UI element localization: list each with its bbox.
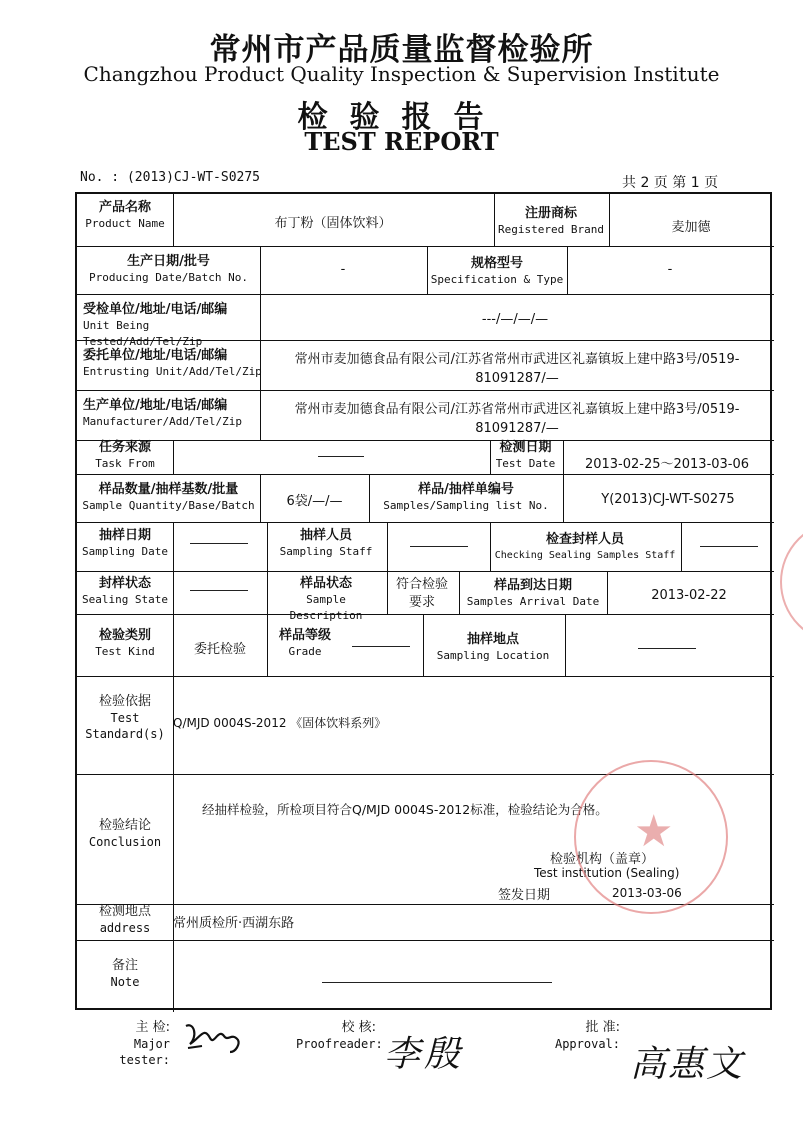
test-standard-label: 检验依据 Test Standard(s) bbox=[85, 694, 165, 741]
test-kind-value: 委托检验 bbox=[193, 642, 246, 657]
sampling-date-blank bbox=[190, 543, 248, 544]
spec-type-value: - bbox=[667, 262, 673, 277]
test-institution-en: Test institution (Sealing) bbox=[534, 866, 680, 880]
proofreader-signature: 李殷 bbox=[384, 1034, 465, 1075]
registered-brand-value: 麦加德 bbox=[671, 220, 711, 235]
sampling-staff-blank bbox=[410, 546, 468, 547]
manufacturer-label: 生产单位/地址/电话/邮编 Manufacturer/Add/Tel/Zip bbox=[83, 398, 242, 428]
issue-date-value: 2013-03-06 bbox=[612, 886, 682, 900]
proofreader-label: 校 核: Proofreader: bbox=[296, 1020, 383, 1051]
sampling-list-value: Y(2013)CJ-WT-S0275 bbox=[601, 492, 735, 507]
sample-quantity-label: 样品数量/抽样基数/批量 Sample Quantity/Base/Batch bbox=[82, 482, 255, 512]
spec-type-label: 规格型号 Specification & Type bbox=[430, 256, 564, 286]
address-value: 常州质检所·西湖东路 bbox=[173, 916, 295, 931]
sampling-date-label: 抽样日期 Sampling Date bbox=[81, 528, 169, 558]
product-name-label: 产品名称 Product Name bbox=[85, 200, 165, 230]
producing-date-value: - bbox=[340, 262, 346, 277]
page-count: 共 2 页 第 1 页 bbox=[622, 175, 719, 191]
sample-description-value: 符合检验要求 bbox=[395, 577, 448, 610]
report-number: No. : (2013)CJ-WT-S0275 bbox=[80, 170, 261, 185]
producing-date-label: 生产日期/批号 Producing Date/Batch No. bbox=[89, 254, 248, 284]
sampling-location-blank bbox=[638, 648, 696, 649]
grade-blank bbox=[352, 646, 410, 647]
task-from-blank bbox=[318, 456, 364, 457]
star-icon: ★ bbox=[634, 806, 674, 857]
address-label: 检测地点 address bbox=[98, 904, 151, 935]
test-institution-cn: 检验机构（盖章） bbox=[550, 852, 655, 867]
sampling-staff-label: 抽样人员 Sampling Staff bbox=[279, 528, 373, 558]
sealing-state-blank bbox=[190, 590, 248, 591]
major-tester-signature bbox=[180, 1018, 250, 1058]
checking-staff-label: 检查封样人员 Checking Sealing Samples Staff bbox=[494, 532, 676, 561]
test-date-label: 检测日期 Test Date bbox=[495, 440, 556, 470]
major-tester-label: 主 检: Major tester: bbox=[119, 1020, 170, 1067]
entrusting-unit-value: 常州市麦加德食品有限公司/江苏省常州市武进区礼嘉镇坂上建中路3号/0519-81091287/— bbox=[294, 352, 740, 386]
arrival-date-value: 2013-02-22 bbox=[651, 588, 727, 603]
sampling-location-label: 抽样地点 Sampling Location bbox=[436, 632, 550, 662]
institute-name-cn: 常州市产品质量监督检验所 bbox=[209, 32, 594, 68]
test-standard-value: Q/MJD 0004S-2012 《固体饮料系列》 bbox=[173, 716, 387, 730]
issue-date-label: 签发日期 bbox=[498, 888, 551, 903]
test-kind-label: 检验类别 Test Kind bbox=[95, 628, 155, 658]
note-blank bbox=[322, 982, 552, 983]
approval-label: 批 准: Approval: bbox=[554, 1020, 620, 1051]
sealing-state-label: 封样状态 Sealing State bbox=[81, 576, 169, 606]
test-date-value: 2013-02-25～2013-03-06 bbox=[584, 457, 750, 472]
entrusting-unit-label: 委托单位/地址/电话/邮编 Entrusting Unit/Add/Tel/Zip bbox=[83, 348, 262, 378]
partial-seal-stamp bbox=[780, 520, 803, 644]
unit-tested-label: 受检单位/地址/电话/邮编 Unit Being Tested/Add/Tel/Zip bbox=[83, 302, 228, 348]
checking-staff-blank bbox=[700, 546, 758, 547]
sampling-list-label: 样品/抽样单编号 Samples/Sampling list No. bbox=[383, 482, 549, 512]
grade-label: 样品等级 Grade bbox=[278, 628, 331, 658]
official-seal-stamp bbox=[574, 760, 728, 914]
registered-brand-label: 注册商标 Registered Brand bbox=[498, 206, 604, 236]
unit-tested-value: ---/—/—/— bbox=[481, 312, 549, 327]
note-label: 备注 Note bbox=[110, 958, 140, 989]
sample-description-label: 样品状态 Sample Description bbox=[289, 576, 363, 622]
task-from-label: 任务来源 Task From bbox=[95, 440, 155, 470]
arrival-date-label: 样品到达日期 Samples Arrival Date bbox=[466, 578, 600, 608]
report-title-cn: 检验报告 bbox=[297, 100, 506, 135]
approval-signature: 高惠文 bbox=[630, 1044, 745, 1085]
sample-quantity-value: 6袋/—/— bbox=[286, 494, 343, 509]
manufacturer-value: 常州市麦加德食品有限公司/江苏省常州市武进区礼嘉镇坂上建中路3号/0519-81091287/— bbox=[294, 402, 740, 436]
report-title-en: TEST REPORT bbox=[304, 127, 499, 156]
conclusion-value: 经抽样检验，所检项目符合Q/MJD 0004S-2012标准，检验结论为合格。 bbox=[202, 802, 608, 817]
institute-name-en: Changzhou Product Quality Inspection & Supervision Institute bbox=[83, 62, 720, 86]
product-name-value: 布丁粉（固体饮料） bbox=[274, 216, 392, 231]
conclusion-label: 检验结论 Conclusion bbox=[88, 818, 162, 849]
